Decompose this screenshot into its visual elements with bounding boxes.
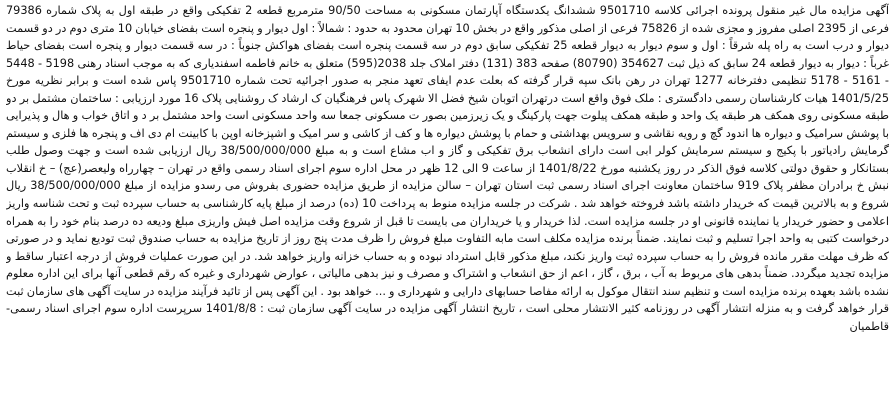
auction-notice-text: آگهی مزایده مال غیر منقول پرونده اجرائی کلاسه 9501710 ششدانگ یکدستگاه آپارتمان مسکونی به مساحت 90/50 مترمربع قطعه 2 تفکیکی واقع در طبقه اول به پلاک شماره 79386 فرعی از 2395 اصلی مفروز و مجزی شده از 75826 فرعی از اصلی مذکور واقع در بخش 10 تهران محدود به حدود : شمالاً : اول دیوار و پنجره است بفضای خیابان 10 متری دوم در دو قسمت دیوار و درب است به راه پله شرقاً : اول و سوم دیوار به دیوار قطعه 25 تفکیکی سابق دوم در سه قسمت پنجره است بفضای هواکش جنوباً : در سه قسمت دیوار و پنجره است بفضای حیاط غرباً : دیوار به دیوار قطعه 24 سابق که ذیل ثبت 354627 (80790) صفحه 383 (131) دفتر املاک جلد 2038(595) متعلق به خانم فاطمه اسفندیاری که به موجب اسناد رهنی 5198 - 5448 - 5161 - 5178 تنظیمی دفترخانه 1277 تهران در رهن بانک سپه قرار گرفته که بعلت عدم ایفای تعهد منجر به صدور اجرائیه تحت شماره 9501710 پاس شده است و برابر نظریه مورخ 1401/5/25 هیات کارشناسان رسمی دادگستری : ملک فوق واقع است درتهران اتوبان شیخ فضل الا شهرک پاس فرهنگیان ک ارشاد ک روشنایی پلاک 16 مورد ارزیابی : ساختمان مشتمل بر دو طبقه مسکونی روی همکف هر طبقه یک واحد و طبقه همکف پیلوت جهت پارکینگ و یک زیرزمین بصور ت مسکونی جمعا سه واحد مسکونی است واحد مشتمل بر د و اتاق خواب و هال و پذیرایی با پوشش سرامیک و دیواره ها اندود گچ و رویه نقاشی و سرویس بهداشتی و حمام با پوشش دیواره ها و کف از کاشی و سر امیک و اشپزخانه اوپن با کابینت ام دی اف و پنجره ها فلزی و سیستم گرمایش رادیاتور با پکیج و سیستم سرمایش کولر ابی است دارای انشعاب برق تفکیکی و گاز و اب مشاع است و به مبلغ 38/500/000/000 ریال ارزیابی شده است و جهت وصول طلب بستانکار و حقوق دولتی کلاسه فوق الذکر در روز یکشنبه مورخ 1401/8/22 از ساعت 9 الی 12 ظهر در محل اداره سوم اجرای اسناد رسمی واقع در تهران – چهارراه ولیعصر(عج) – خ انقلاب نبش خ برادران مظفر پلاک 919 ساختمان معاونت اجرای اسناد رسمی ثبت استان تهران – سالن مزایده از طریق مزایده حضوری بفروش می رسدو مزایده از مبلغ 38/500/000/000 ریال شروع و به بالاترین قیمت که خریدار داشته باشد فروخته خواهد شد . شرکت در جلسه مزایده منوط به پرداخت 10 (ده) درصد از مبلغ پایه کارشناسی به حساب سپرده ثبت و تحت شناسه واریز اعلامی و حضور خریدار یا نماینده قانونی او در جلسه مزایده است. لذا خریدار و یا خریداران می بایست تا قبل از شروع وقت مزایده اصل فیش واریزی مبلغ ودیعه ده درصد بنام خود را به همراه درخواست کتبی به واحد اجرا تسلیم و ثبت نمایند. ضمناً برنده مزایده مکلف است مابه التفاوت مبلغ فروش را ظرف مدت پنج روز از تاریخ مزایده به حساب صندوق ثبت تودیع نماید و در صورتی که ظرف مهلت مقرر مانده فروش را به حساب سپرده ثبت واریز نکند، مبلغ مذکور قابل استرداد نبوده و به حساب خزانه واریز خواهد شد. در این صورت عملیات فروش از درجه اعتبار ساقط و مزایده تجدید میگردد. ضمناً بدهی های مربوط به آب ، برق ، گاز ، اعم از حق انشعاب و اشتراک و مصرف و نیز بدهی مالیاتی ، عوارض شهرداری و غیره که رقم قطعی آنها برای این اداره معلوم نشده باشد بعهده برنده مزایده است و تنظیم سند انتقال موکول به ارائه مفاصا حسابهای دارایی و شهرداری و ... خواهد بود . این آگهی پس از تائید فرآیند مزایده در سایت آگهی های سازمان ثبت قرار خواهد گرفت و به منزله انتشار آگهی در روزنامه کثیر الانتشار محلی است ، تاریخ انتشار آگهی مزایده در سایت آگهی سازمان ثبت : 1401/8/8 سرپرست اداره سوم اجرای اسناد رسمی- قاطمیان [6, 4, 889, 333]
